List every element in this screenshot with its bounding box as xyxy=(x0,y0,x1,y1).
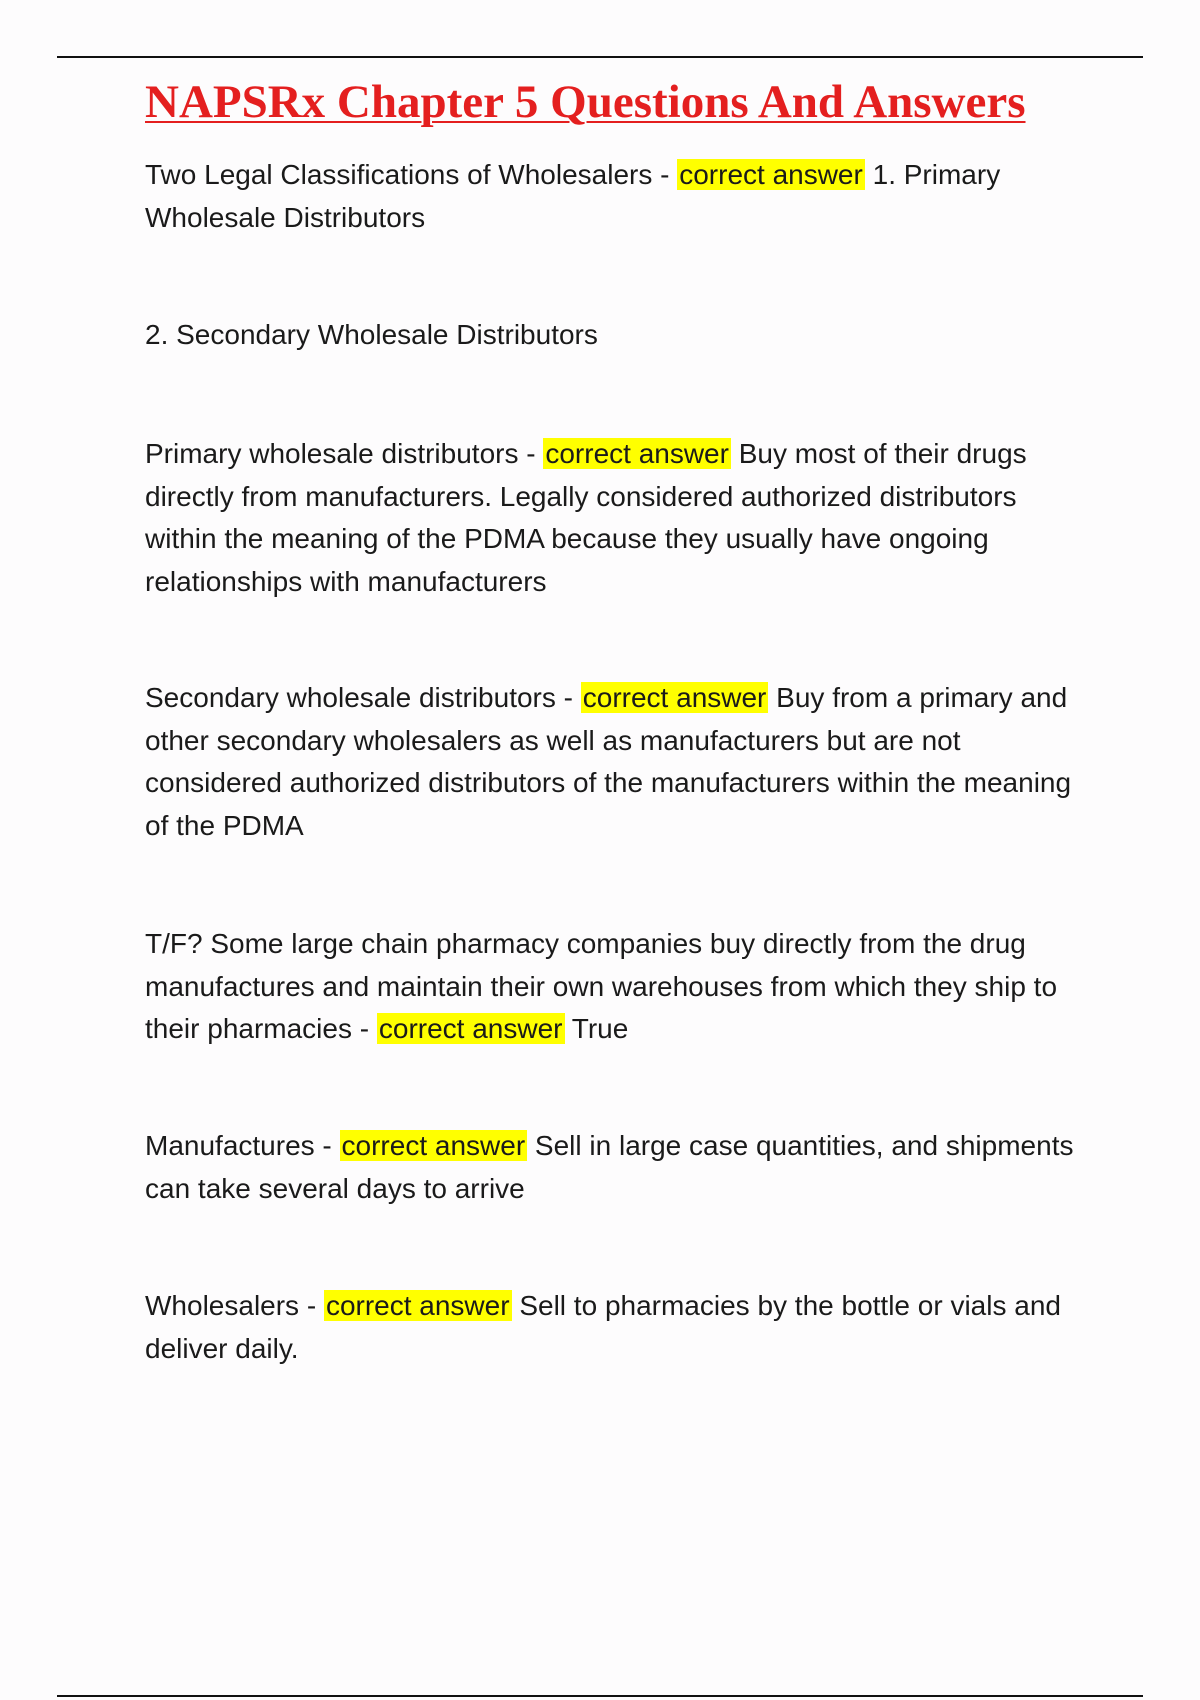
answer-text: Sell to pharmacies by the bottle or vials and deliver daily. xyxy=(145,1290,1061,1364)
answer-highlight: correct answer xyxy=(325,1290,510,1321)
answer-text: Sell in large case quantities, and shipments can take several days to arrive xyxy=(145,1130,1074,1204)
bottom-rule xyxy=(57,1695,1143,1697)
answer-highlight: correct answer xyxy=(679,159,863,190)
answer-text: True xyxy=(564,1013,629,1044)
question-text: Manufactures - xyxy=(145,1130,340,1161)
question-text: T/F? Some large chain pharmacy companies buy directly from the drug manufactures and maintain their own warehouses from which they ship to their pharmacies - xyxy=(145,928,1058,1044)
qa-item-wholesalers xyxy=(145,1285,1095,1370)
qa-item-secondary-list xyxy=(145,314,1095,357)
qa-item-manufactures xyxy=(145,1125,1095,1210)
answer-text: Buy most of their drugs directly from manufacturers. Legally considered authorized distributors within the meaning of the PDMA because they usually have ongoing relationships with manufacturers xyxy=(145,438,1027,597)
top-rule xyxy=(57,56,1143,58)
qa-item-chain-pharmacy xyxy=(145,923,1095,1051)
answer-text: 1. Primary Wholesale Distributors xyxy=(145,159,1001,233)
qa-item-classifications xyxy=(145,154,1095,239)
answer-text: Buy from a primary and other secondary wholesalers as well as manufacturers but are not considered authorized distributors of the manufacturers within the meaning of the PDMA xyxy=(145,682,1072,841)
answer-text: 2. Secondary Wholesale Distributors xyxy=(145,319,598,350)
answer-highlight: correct answer xyxy=(545,438,729,469)
question-text: Two Legal Classifications of Wholesalers - xyxy=(145,159,678,190)
answer-highlight: correct answer xyxy=(582,682,767,713)
answer-highlight: correct answer xyxy=(341,1130,526,1161)
question-text: Wholesalers - xyxy=(145,1290,324,1321)
qa-item-primary-distributors xyxy=(145,433,1095,603)
qa-item-secondary-distributors xyxy=(145,677,1095,847)
answer-highlight: correct answer xyxy=(378,1013,563,1044)
question-text: Secondary wholesale distributors - xyxy=(145,682,581,713)
question-text: Primary wholesale distributors - xyxy=(145,438,544,469)
document-title: NAPSRx Chapter 5 Questions And Answers xyxy=(145,76,1026,128)
